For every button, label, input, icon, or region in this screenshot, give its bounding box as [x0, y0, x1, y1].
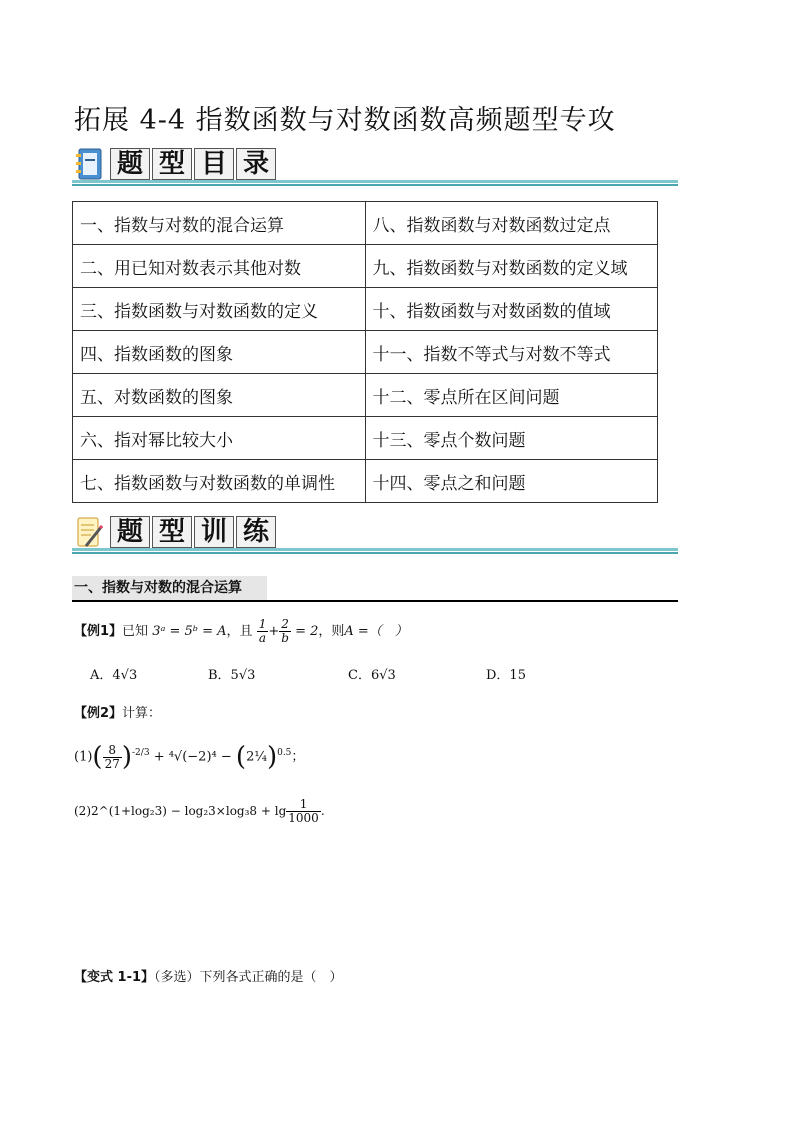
exponent: 0.5: [277, 748, 292, 759]
toc-row: [73, 417, 658, 460]
toc-entry[interactable]: 七、指数函数与对数函数的单调性: [73, 460, 366, 503]
training-banner: [72, 514, 678, 556]
toc-row: [73, 460, 658, 503]
banner-rule: [72, 180, 678, 183]
variant-1-1: [74, 966, 343, 985]
variant-stem: （多选）下列各式正确的是（ ）: [154, 970, 343, 985]
toc-row: [73, 288, 658, 331]
example-label: 【例1】: [74, 624, 123, 639]
notebook-icon: [76, 148, 104, 182]
banner-char: 目: [194, 148, 234, 180]
example-stem: ，且: [226, 624, 253, 639]
part-label: (2): [74, 804, 91, 818]
toc-entry[interactable]: 九、指数函数与对数函数的定义域: [365, 245, 658, 288]
example-label: 【例2】: [74, 706, 123, 721]
variant-label: 【变式 1-1】: [74, 970, 155, 985]
toc-row: [73, 245, 658, 288]
fraction: $\frac{8}{27}$: [104, 742, 120, 771]
expression-1: (1)( $\frac{8}{27}$ )$^{-2/3}$ + ⁴√(−2)⁴ − (2¼)$^{0.5}$；: [74, 742, 305, 772]
part-label: (1): [74, 749, 93, 765]
toc-entry[interactable]: 五、对数函数的图象: [73, 374, 366, 417]
toc-entry[interactable]: 二、用已知对数表示其他对数: [73, 245, 366, 288]
example-1: [74, 618, 408, 645]
toc-entry[interactable]: 四、指数函数的图象: [73, 331, 366, 374]
punctuation: ；: [291, 749, 305, 765]
equation: = 2: [295, 624, 319, 639]
option-d[interactable]: D．15: [486, 668, 526, 683]
expression-mid: + ⁴√(−2)⁴ −: [153, 749, 232, 765]
fraction: $\frac{1}{1000}$: [288, 797, 319, 825]
toc-row: [73, 331, 658, 374]
exponent: -2/3: [132, 748, 150, 759]
toc-table: [72, 201, 658, 503]
example-stem: ，则: [318, 624, 345, 639]
toc-row: [73, 202, 658, 245]
fraction: $\frac{1}{a}$: [258, 617, 267, 645]
option-c[interactable]: C．6√3: [348, 668, 396, 683]
banner-char: 型: [152, 148, 192, 180]
mixed-number: 2¼: [246, 749, 267, 765]
toc-entry[interactable]: 六、指对幂比较大小: [73, 417, 366, 460]
punctuation: .: [320, 804, 325, 818]
banner-char: 练: [236, 516, 276, 548]
toc-entry[interactable]: 八、指数函数与对数函数过定点: [365, 202, 658, 245]
page-title: 拓展 4-4 指数函数与对数函数高频题型专攻: [74, 105, 616, 136]
section-heading: 一、指数与对数的混合运算: [72, 576, 267, 601]
toc-entry[interactable]: 十二、零点所在区间问题: [365, 374, 658, 417]
toc-entry[interactable]: 三、指数函数与对数函数的定义: [73, 288, 366, 331]
example-2: [74, 702, 161, 721]
pencil-note-icon: [76, 516, 104, 550]
question-blank: A =（ ）: [344, 624, 408, 639]
fraction: $\frac{2}{b}$: [281, 617, 289, 645]
toc-banner: [72, 146, 678, 188]
equation: 3ᵃ = 5ᵇ = A: [152, 624, 227, 639]
banner-rule: [72, 184, 678, 186]
expression-body: 2^(1+log₂3) − log₂3×log₃8 + lg: [91, 804, 287, 818]
option-a[interactable]: A．4√3: [90, 668, 138, 683]
banner-char: 题: [110, 516, 150, 548]
toc-entry[interactable]: 十、指数函数与对数函数的值域: [365, 288, 658, 331]
banner-rule: [72, 552, 678, 554]
plus-sign: +: [268, 624, 280, 639]
example-stem: 已知: [122, 624, 149, 639]
option-b[interactable]: B．5√3: [208, 668, 256, 683]
toc-entry[interactable]: 十三、零点个数问题: [365, 417, 658, 460]
section-underline: [72, 600, 678, 602]
toc-entry[interactable]: 十一、指数不等式与对数不等式: [365, 331, 658, 374]
toc-row: [73, 374, 658, 417]
banner-char: 录: [236, 148, 276, 180]
banner-char: 型: [152, 516, 192, 548]
banner-char: 题: [110, 148, 150, 180]
toc-entry[interactable]: 一、指数与对数的混合运算: [73, 202, 366, 245]
banner-rule: [72, 548, 678, 551]
expression-2: [74, 798, 325, 825]
toc-entry[interactable]: 十四、零点之和问题: [365, 460, 658, 503]
banner-char: 训: [194, 516, 234, 548]
example-stem: 计算：: [122, 706, 162, 721]
